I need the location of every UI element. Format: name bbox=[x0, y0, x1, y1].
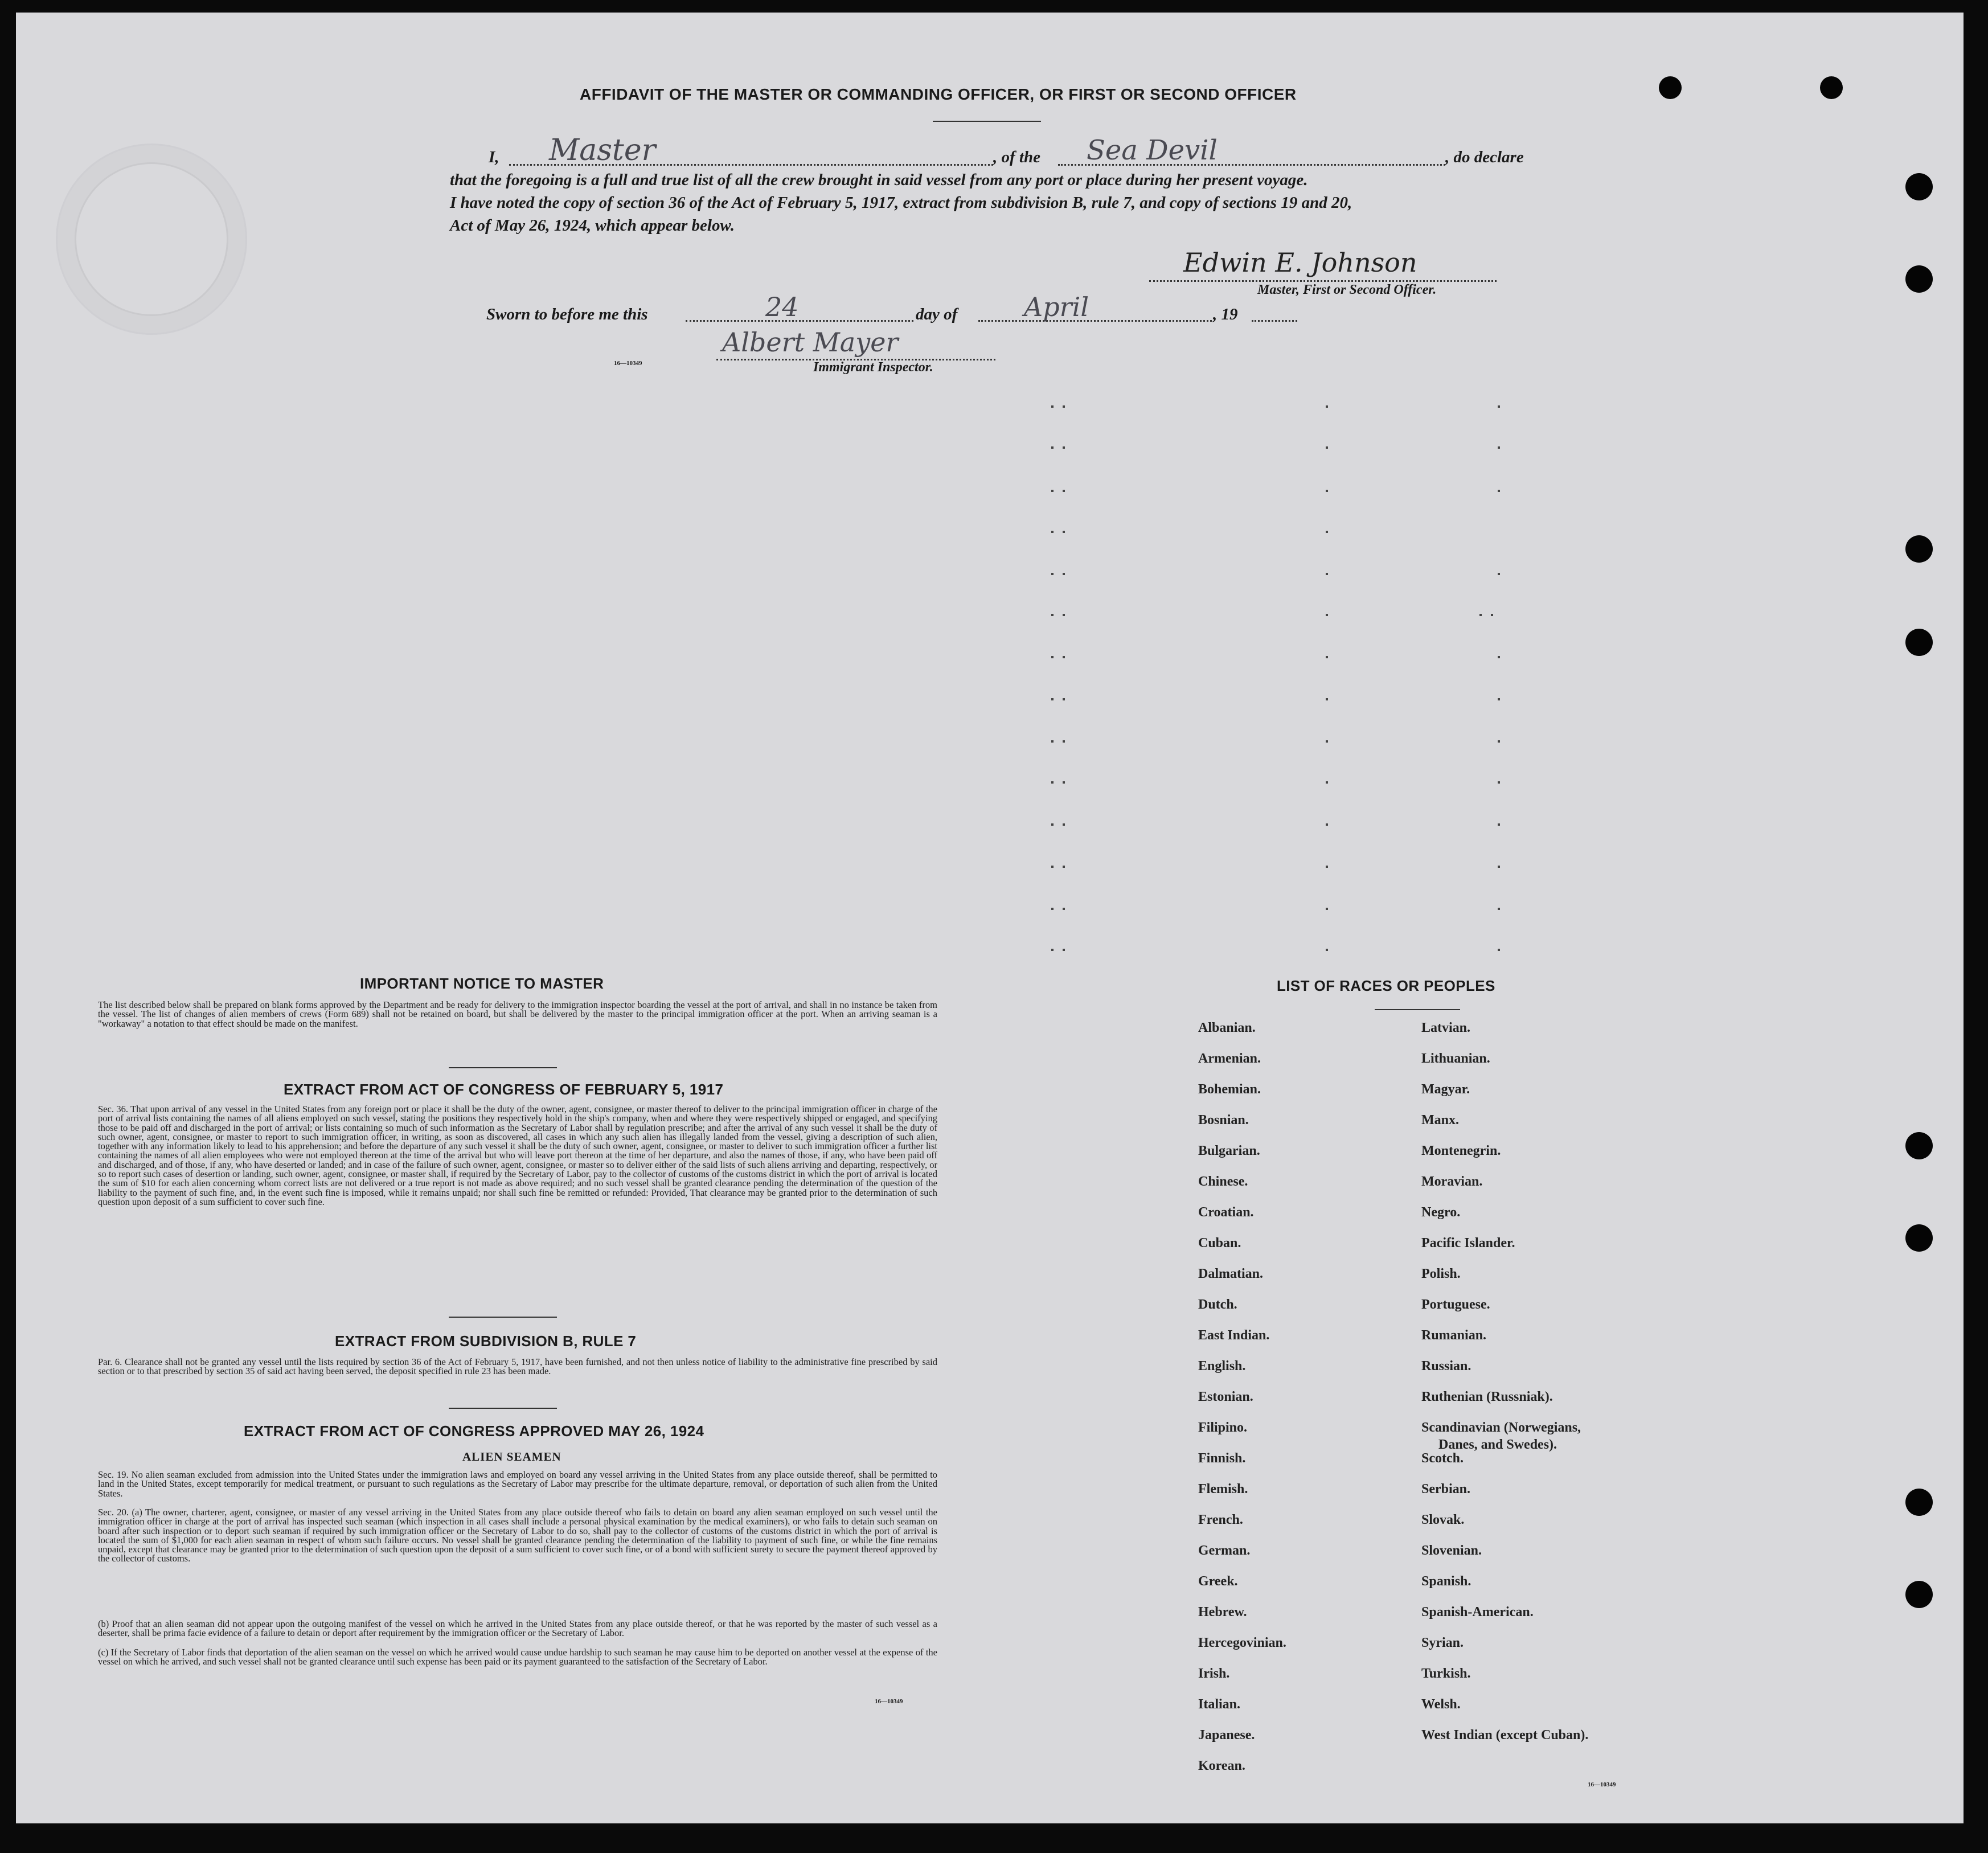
race-item: Portuguese. bbox=[1421, 1297, 1490, 1312]
officer-signature-line bbox=[1149, 246, 1497, 282]
guide-mark bbox=[1498, 781, 1500, 784]
notice-text: The list described below shall be prepared on blank forms approved by the Department and be ready for delivery to the immigration inspector boarding the vessel at the port of arrival, and shall in no instance be taken from the vessel. The list of changes of alien members of crews (Form 689) shall not be retained on board, but shall be delivered by the master to the principal immigration officer at the port. When an arriving seaman is a "workaway" a notation to that effect should be made on the manifest. bbox=[98, 999, 937, 1029]
guide-mark bbox=[1479, 614, 1482, 616]
punch-hole-icon bbox=[1905, 1581, 1933, 1608]
extract-1917-text: Sec. 36. That upon arrival of any vessel in the United States from any foreign port or place it shall be the duty of the owner, agent, consignee, or master thereof to deliver to the principal immigration officer in charge of the port of arrival lists containing the names of all aliens employed on such vessel, stating the positions they respectively hold in the ship's company, when and where they were respectively shipped or engaged, and specifying those to be paid off and discharged in the port of arrival; or lists containing so much of such information as the Secretary of Labor shall by regulation prescribe; and after the arrival of any such vessel it shall be the duty of such owner, agent, consignee, or master to report to such immigration officer, in writing, as soon as discovered, all cases in which any such alien has illegally landed from the vessel, giving a description of such alien, together with any information likely to lead to his apprehension; and before the departure of any such vessel it shall be the duty of such owner, agent, consignee, or master to deliver to such immigration officer a further list containing the names of all alien employees who were not employed thereon at the time of the arrival but who will leave port thereon at the time of her departure, and also the names of those, if any, who have been paid off and discharged, and of those, if any, who have deserted or landed; and in case of the failure of such owner, agent, consignee, or master so to deliver either of the said lists of such aliens arriving and departing, respectively, or so to report such cases of desertion or landing, such owner, agent, consignee, or master shall, if required by the Secretary of Labor, pay to the collector of customs of the customs district in which the port of arrival is located the sum of $10 for each alien concerning whom correct lists are not delivered or a true report is not made as above required; and no such vessel shall be granted clearance pending the determination of the question of the liability to the payment of such fine, and, in the event such fine is imposed, while it remains unpaid; nor shall such fine be remitted or refunded: Provided, That clearance may be granted prior to the determination of such question upon deposit of a sum sufficient to cover such fine. bbox=[98, 1104, 937, 1207]
guide-mark bbox=[1326, 614, 1328, 616]
guide-mark bbox=[1498, 573, 1500, 575]
race-item: Hebrew. bbox=[1198, 1605, 1247, 1620]
race-item: German. bbox=[1198, 1543, 1251, 1558]
race-item: Albanian. bbox=[1198, 1020, 1256, 1035]
alien-seamen-subtitle: ALIEN SEAMEN bbox=[462, 1450, 561, 1463]
affidavit-line-4: Act of May 26, 1924, which appear below. bbox=[450, 216, 735, 235]
extract-1917-title: EXTRACT FROM ACT OF CONGRESS OF FEBRUARY 5, 1917 bbox=[284, 1081, 724, 1098]
race-item: Dutch. bbox=[1198, 1297, 1237, 1312]
race-item: Scotch. bbox=[1421, 1451, 1464, 1466]
race-item: Turkish. bbox=[1421, 1666, 1471, 1681]
guide-mark bbox=[1326, 698, 1328, 700]
guide-mark bbox=[1063, 781, 1065, 784]
day-of-label: day of bbox=[916, 305, 958, 323]
punch-hole-icon bbox=[1905, 173, 1933, 200]
guide-mark bbox=[1051, 698, 1054, 700]
divider bbox=[1375, 1009, 1460, 1010]
race-item: Bohemian. bbox=[1198, 1082, 1261, 1097]
document-page bbox=[16, 13, 1964, 1823]
guide-mark bbox=[1326, 949, 1328, 951]
guide-mark bbox=[1051, 405, 1054, 408]
guide-mark bbox=[1063, 614, 1065, 616]
race-item: Spanish. bbox=[1421, 1574, 1471, 1589]
guide-mark bbox=[1051, 908, 1054, 910]
guide-mark bbox=[1051, 656, 1054, 658]
race-item: Welsh. bbox=[1421, 1697, 1461, 1712]
guide-mark bbox=[1063, 823, 1065, 826]
notice-title: IMPORTANT NOTICE TO MASTER bbox=[360, 975, 604, 992]
guide-mark bbox=[1051, 781, 1054, 784]
rule-7-text: Par. 6. Clearance shall not be granted any vessel until the lists required by section 36 of the Act of February 5, 1917, have been furnished, and not then unless notice of liability to the administrative fine prescribed by said section or to that prescribed by section 35 of said act having been served, the deposit specified in rule 23 has been made. bbox=[98, 1356, 937, 1377]
race-item: Flemish. bbox=[1198, 1482, 1248, 1497]
sec-20a-text: Sec. 20. (a) The owner, charterer, agent, consignee, or master of any vessel arriving in the United States from any place outside thereof who fails to detain on board any alien seaman employed on such vessel until the immigration officer in charge at the port of arrival has inspected such seaman (which inspection in all cases shall include a personal physical examination by the medical examiners), or who fails to detain such seaman on board after such inspection or to deport such seaman if required by such immigration officer or the Secretary of Labor to do so, shall pay to the collector of customs of the customs district in which the port of arrival is located the sum of $1,000 for each alien seaman in respect of whom such failure occurs. No vessel shall be granted clearance pending the determination of the liability to payment of such fine, or while the fine remains unpaid, except that clearance may be granted prior to the determination of such question upon the deposit of a sum sufficient to cover such fine, or of a bond with sufficient surety to secure the payment thereof approved by the collector of customs. bbox=[98, 1507, 937, 1564]
race-item: Spanish-American. bbox=[1421, 1605, 1534, 1620]
race-item: Latvian. bbox=[1421, 1020, 1471, 1035]
race-item: Chinese. bbox=[1198, 1174, 1248, 1189]
race-item: Finnish. bbox=[1198, 1451, 1246, 1466]
race-item: Russian. bbox=[1421, 1359, 1471, 1374]
race-item: English. bbox=[1198, 1359, 1246, 1374]
sworn-month-field bbox=[978, 292, 1212, 322]
rule-7-title: EXTRACT FROM SUBDIVISION B, RULE 7 bbox=[335, 1333, 637, 1350]
vessel-name-field bbox=[1058, 133, 1445, 166]
guide-mark bbox=[1051, 531, 1054, 533]
of-the-label: , of the bbox=[993, 148, 1040, 166]
race-item: Rumanian. bbox=[1421, 1328, 1487, 1343]
guide-mark bbox=[1498, 866, 1500, 868]
race-item: Japanese. bbox=[1198, 1728, 1255, 1743]
race-item: Slovak. bbox=[1421, 1512, 1465, 1527]
race-item: Slovenian. bbox=[1421, 1543, 1482, 1558]
guide-mark bbox=[1063, 573, 1065, 575]
guide-mark bbox=[1498, 823, 1500, 826]
race-item: East Indian. bbox=[1198, 1328, 1270, 1343]
race-item: Syrian. bbox=[1421, 1635, 1464, 1650]
punch-hole-icon bbox=[1905, 1489, 1933, 1516]
sec-20b-text: (b) Proof that an alien seaman did not appear upon the outgoing manifest of the vessel on which he arrived in the United States from any place outside thereof, or that he was reported by the master of such vessel as a deserter, shall be prima facie evidence of a failure to detain or deport after requirement by the immigration officer or the Secretary of Labor. bbox=[98, 1618, 937, 1639]
race-item: Montenegrin. bbox=[1421, 1143, 1501, 1158]
punch-hole-icon bbox=[1905, 1224, 1933, 1252]
race-item: Hercegovinian. bbox=[1198, 1635, 1286, 1650]
race-item: Estonian. bbox=[1198, 1389, 1253, 1404]
guide-mark bbox=[1498, 405, 1500, 408]
guide-mark bbox=[1498, 490, 1500, 492]
sworn-month-handwriting: April bbox=[1024, 292, 1089, 322]
races-title: LIST OF RACES OR PEOPLES bbox=[1277, 977, 1495, 994]
divider bbox=[449, 1408, 557, 1409]
affidavit-line-3: I have noted the copy of section 36 of the Act of February 5, 1917, extract from subdivision B, rule 7, and copy of sections 19 and 20, bbox=[450, 194, 1352, 212]
guide-mark bbox=[1498, 446, 1500, 449]
race-item: Scandinavian (Norwegians, bbox=[1421, 1420, 1581, 1435]
race-item: Cuban. bbox=[1198, 1236, 1241, 1251]
race-item: Armenian. bbox=[1198, 1051, 1261, 1066]
do-declare-label: , do declare bbox=[1445, 148, 1524, 166]
punch-hole-icon bbox=[1905, 535, 1933, 563]
guide-mark bbox=[1063, 490, 1065, 492]
race-item: Danes, and Swedes). bbox=[1438, 1437, 1557, 1452]
sec-19-text: Sec. 19. No alien seaman excluded from admission into the United States under the immigration laws and employed on board any vessel arriving in the United States from any place outside thereof, shall be permitted to land in the United States, except temporarily for medical treatment, or pursuant to such regulations as the Secretary of Labor may prescribe for the ultimate departure, removal, or deportation of such alien from the United States. bbox=[98, 1469, 937, 1499]
form-number: 16—10349 bbox=[614, 360, 642, 367]
guide-mark bbox=[1326, 823, 1328, 826]
guide-mark bbox=[1063, 656, 1065, 658]
guide-mark bbox=[1063, 740, 1065, 743]
race-item: Pacific Islander. bbox=[1421, 1236, 1515, 1251]
race-item: Lithuanian. bbox=[1421, 1051, 1490, 1066]
punch-hole-icon bbox=[1905, 265, 1933, 293]
punch-hole-icon bbox=[1820, 76, 1843, 99]
form-number: 16—10349 bbox=[875, 1698, 903, 1705]
inspector-signature: Albert Mayer bbox=[722, 327, 899, 358]
inspector-caption: Immigrant Inspector. bbox=[813, 360, 933, 375]
divider bbox=[933, 121, 1041, 122]
race-item: Italian. bbox=[1198, 1697, 1241, 1712]
guide-mark bbox=[1326, 573, 1328, 575]
guide-mark bbox=[1051, 614, 1054, 616]
guide-mark bbox=[1063, 698, 1065, 700]
guide-mark bbox=[1326, 531, 1328, 533]
race-item: West Indian (except Cuban). bbox=[1421, 1728, 1589, 1743]
guide-mark bbox=[1326, 490, 1328, 492]
guide-mark bbox=[1063, 949, 1065, 951]
guide-mark bbox=[1498, 908, 1500, 910]
guide-mark bbox=[1051, 573, 1054, 575]
guide-mark bbox=[1326, 446, 1328, 449]
guide-mark bbox=[1498, 740, 1500, 743]
guide-mark bbox=[1063, 866, 1065, 868]
officer-signature: Edwin E. Johnson bbox=[1183, 247, 1417, 278]
master-name-handwriting: Master bbox=[549, 133, 656, 167]
race-item: Negro. bbox=[1421, 1205, 1461, 1220]
race-item: Irish. bbox=[1198, 1666, 1230, 1681]
race-item: Dalmatian. bbox=[1198, 1266, 1263, 1281]
affidavit-line-2: that the foregoing is a full and true list of all the crew brought in said vessel from any port or place during her present voyage. bbox=[450, 171, 1308, 189]
affidavit-title: AFFIDAVIT OF THE MASTER OR COMMANDING OFFICER, OR FIRST OR SECOND OFFICER bbox=[580, 85, 1297, 103]
guide-mark bbox=[1498, 949, 1500, 951]
race-item: Moravian. bbox=[1421, 1174, 1483, 1189]
punch-hole-icon bbox=[1905, 1132, 1933, 1159]
guide-mark bbox=[1051, 866, 1054, 868]
divider bbox=[449, 1317, 557, 1318]
race-item: Polish. bbox=[1421, 1266, 1461, 1281]
guide-mark bbox=[1326, 740, 1328, 743]
punch-hole-icon bbox=[1659, 76, 1682, 99]
sworn-day-field bbox=[686, 292, 913, 322]
race-item: Bosnian. bbox=[1198, 1113, 1249, 1128]
race-item: Greek. bbox=[1198, 1574, 1238, 1589]
race-item: Magyar. bbox=[1421, 1082, 1470, 1097]
year-label: , 19 bbox=[1213, 305, 1238, 323]
guide-mark bbox=[1063, 531, 1065, 533]
master-name-field bbox=[509, 133, 993, 166]
sworn-day-handwriting: 24 bbox=[765, 292, 799, 322]
race-item: Ruthenian (Russniak). bbox=[1421, 1389, 1553, 1404]
guide-mark bbox=[1063, 908, 1065, 910]
punch-hole-icon bbox=[1905, 629, 1933, 656]
race-item: Croatian. bbox=[1198, 1205, 1254, 1220]
guide-mark bbox=[1063, 446, 1065, 449]
guide-mark bbox=[1498, 698, 1500, 700]
form-number: 16—10349 bbox=[1588, 1781, 1616, 1788]
officer-signature-caption: Master, First or Second Officer. bbox=[1257, 282, 1437, 297]
vessel-name-handwriting: Sea Devil bbox=[1087, 134, 1218, 166]
sworn-label: Sworn to before me this bbox=[486, 305, 648, 323]
divider bbox=[449, 1067, 557, 1068]
guide-mark bbox=[1063, 405, 1065, 408]
embossed-seal bbox=[56, 144, 247, 335]
guide-mark bbox=[1051, 823, 1054, 826]
race-item: Bulgarian. bbox=[1198, 1143, 1260, 1158]
guide-mark bbox=[1326, 908, 1328, 910]
race-item: Manx. bbox=[1421, 1113, 1459, 1128]
affidavit-prefix: I, bbox=[489, 148, 499, 166]
guide-mark bbox=[1051, 446, 1054, 449]
guide-mark bbox=[1326, 781, 1328, 784]
year-field bbox=[1252, 297, 1297, 322]
race-item: Filipino. bbox=[1198, 1420, 1248, 1435]
guide-mark bbox=[1051, 949, 1054, 951]
guide-mark bbox=[1051, 740, 1054, 743]
guide-mark bbox=[1491, 614, 1493, 616]
race-item: Korean. bbox=[1198, 1758, 1245, 1773]
guide-mark bbox=[1326, 405, 1328, 408]
sec-20c-text: (c) If the Secretary of Labor finds that deportation of the alien seaman on the vessel on which he arrived would cause undue hardship to such seaman he may cause him to be deported on another vessel at the expense of the vessel on which he arrived, and such vessel shall not be granted clearance until such expense has been paid or its payment guaranteed to the satisfaction of the Secretary of Labor. bbox=[98, 1647, 937, 1667]
guide-mark bbox=[1326, 656, 1328, 658]
guide-mark bbox=[1326, 866, 1328, 868]
extract-1924-title: EXTRACT FROM ACT OF CONGRESS APPROVED MAY 26, 1924 bbox=[244, 1422, 704, 1440]
race-item: French. bbox=[1198, 1512, 1243, 1527]
race-item: Serbian. bbox=[1421, 1482, 1471, 1497]
guide-mark bbox=[1051, 490, 1054, 492]
inspector-signature-line bbox=[716, 327, 995, 360]
guide-mark bbox=[1498, 656, 1500, 658]
